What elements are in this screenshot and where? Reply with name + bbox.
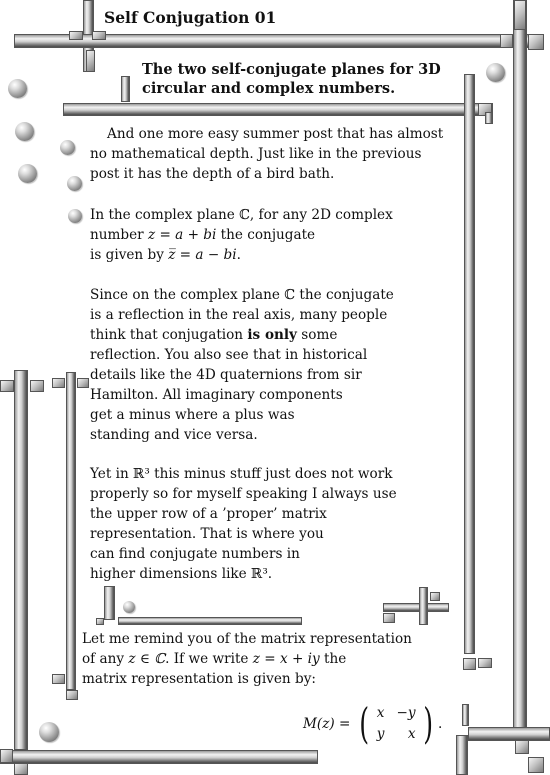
frame-knob (96, 618, 104, 625)
decorative-ball (15, 122, 34, 141)
paragraph-matrix (82, 629, 412, 689)
frame-knob (86, 50, 95, 72)
decorative-ball (67, 176, 82, 191)
frame-knob (0, 380, 14, 392)
paragraph-intro (90, 124, 443, 184)
frame-bar (383, 603, 449, 612)
equation-lhs: M(z) = (303, 716, 351, 732)
text-line: can find conjugate numbers in (90, 546, 300, 562)
text-line: And one more easy summer post that has almost (107, 126, 444, 142)
paragraph-reflection (90, 285, 394, 445)
text-line (90, 245, 393, 265)
text-line: Hamilton. All imaginary components (90, 387, 343, 403)
frame-bar (462, 704, 469, 726)
frame-bar (456, 735, 468, 775)
frame-knob (66, 690, 78, 700)
subtitle: The two self-conjugate planes for 3D circular and complex numbers. (142, 61, 441, 97)
decorative-ball (18, 164, 37, 183)
text-fragment: . If we write (165, 651, 253, 667)
text-line (90, 225, 393, 245)
decorative-ball (60, 140, 75, 155)
frame-knob (14, 763, 28, 775)
math-expression: z = x + iy (252, 651, 320, 667)
frame-knob (383, 613, 395, 623)
frame-knob (52, 674, 65, 684)
frame-knob (515, 740, 529, 754)
decorative-ball (123, 601, 135, 613)
text-line: Let me remind you of the matrix representation (82, 631, 412, 647)
matrix (371, 703, 422, 745)
text-line: Since on the complex plane ℂ the conjugate (90, 287, 394, 303)
text-line: is a reflection in the real axis, many people (90, 307, 388, 323)
frame-bar (0, 750, 318, 764)
text-line: properly so for myself speaking I always use (90, 486, 397, 502)
frame-knob (478, 658, 492, 668)
matrix-cell: x (376, 705, 385, 721)
text-line: details like the 4D quaternions from sir (90, 367, 362, 383)
matrix-cell: x (407, 726, 416, 742)
math-expression: z ∈ ℂ (128, 651, 166, 667)
text-line: matrix representation is given by: (82, 671, 316, 687)
text-line: reflection. You also see that in historical (90, 347, 368, 363)
matrix-equation (303, 700, 442, 748)
frame-knob (92, 31, 106, 40)
left-paren: ( (359, 699, 370, 748)
frame-bar (419, 587, 428, 625)
decorative-ball (68, 209, 82, 223)
frame-knob (77, 378, 89, 388)
text-line: In the complex plane ℂ, for any 2D complex (90, 207, 393, 223)
paragraph-r3 (90, 464, 397, 584)
frame-knob (52, 378, 65, 388)
frame-knob (430, 592, 440, 601)
paragraph-complex-plane (90, 205, 393, 265)
frame-bar (464, 74, 475, 654)
text-fragment: of any (82, 651, 129, 667)
frame-bar (63, 103, 493, 116)
equation-period: . (437, 716, 443, 732)
text-line (90, 325, 394, 345)
frame-bar (118, 617, 302, 625)
frame-bar (121, 76, 130, 102)
text-fragment: number (90, 227, 148, 243)
text-line: post it has the depth of a bird bath. (90, 166, 335, 182)
frame-knob (514, 0, 526, 30)
frame-bar (485, 112, 493, 124)
text-line (82, 649, 412, 669)
text-fragment: the conjugate (216, 227, 316, 243)
text-line: Yet in ℝ³ this minus stuff just does not work (90, 466, 393, 482)
frame-knob (500, 34, 513, 48)
decorative-ball (39, 722, 59, 742)
page-title: Self Conjugation 01 (104, 8, 277, 27)
text-fragment: the (319, 651, 347, 667)
frame-knob (528, 757, 544, 773)
frame-bar (66, 372, 76, 690)
matrix-cell: y (376, 726, 385, 742)
text-fragment: is given by (90, 247, 169, 263)
bold-text: is only (247, 327, 297, 343)
frame-knob (0, 749, 13, 763)
frame-knob (528, 34, 544, 50)
right-paren: ) (422, 699, 433, 748)
text-line: no mathematical depth. Just like in the previous (90, 146, 422, 162)
text-fragment: think that conjugation (90, 327, 248, 343)
frame-bar (513, 0, 527, 730)
math-expression: z = a + bi (147, 227, 217, 243)
text-line: standing and vice versa. (90, 427, 258, 443)
text-line: the upper row of a ’proper’ matrix (90, 506, 327, 522)
text-fragment: . (236, 247, 241, 263)
math-expression: z̅ = a − bi (168, 247, 237, 263)
text-line: higher dimensions like ℝ³. (90, 566, 273, 582)
text-line: representation. That is where you (90, 526, 324, 542)
frame-bar (468, 727, 550, 741)
decorative-ball (8, 79, 27, 98)
text-line: get a minus where a plus was (90, 407, 295, 423)
frame-bar (104, 586, 115, 620)
frame-knob (69, 31, 83, 40)
decorative-ball (486, 63, 505, 82)
frame-knob (463, 658, 476, 670)
text-fragment: some (296, 327, 338, 343)
frame-bar (14, 370, 28, 750)
frame-knob (30, 380, 44, 392)
matrix-cell: −y (396, 705, 416, 721)
